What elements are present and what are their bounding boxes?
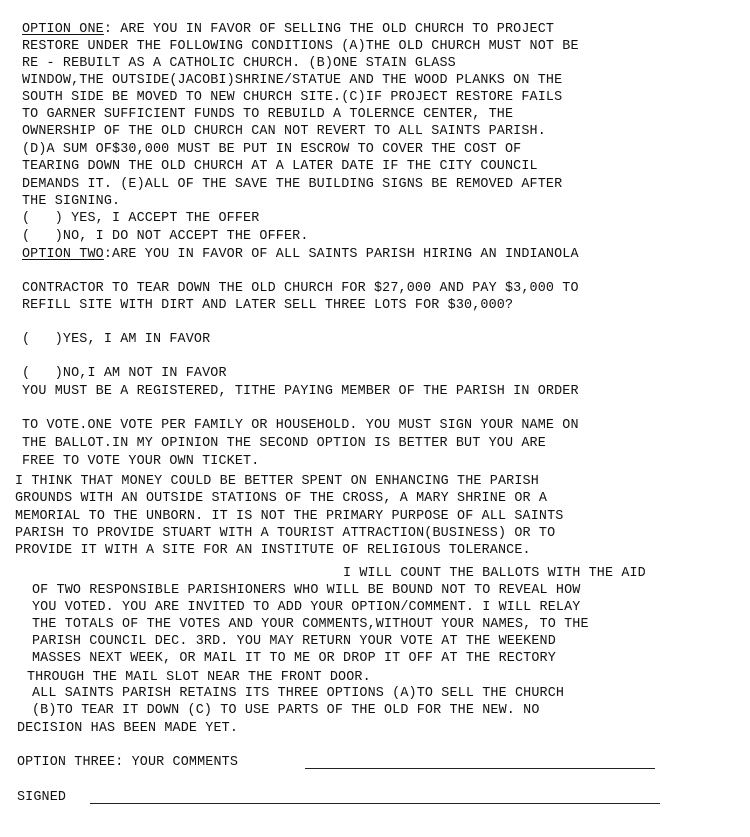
ballot-text: I THINK THAT MONEY COULD BE BETTER SPENT ON ENHANCING THE PARISH xyxy=(15,474,539,489)
signature-field-line[interactable] xyxy=(90,803,660,804)
eligibility-text-line xyxy=(22,436,546,452)
option-one-text-line xyxy=(22,39,579,55)
ballot-text: DEMANDS IT. (E)ALL OF THE SAVE THE BUILDING SIGNS BE REMOVED AFTER xyxy=(22,177,563,192)
ballot-text: TO VOTE.ONE VOTE PER FAMILY OR HOUSEHOLD. YOU MUST SIGN YOUR NAME ON xyxy=(22,418,579,433)
ballot-text: DECISION HAS BEEN MADE YET. xyxy=(17,721,239,736)
ballot-text: CONTRACTOR TO TEAR DOWN THE OLD CHURCH FOR $27,000 AND PAY $3,000 TO xyxy=(22,281,579,296)
ballot-text: (D)A SUM OF$30,000 MUST BE PUT IN ESCROW TO COVER THE COST OF xyxy=(22,142,522,157)
ballot-text: YOU VOTED. YOU ARE INVITED TO ADD YOUR OPTION/COMMENT. I WILL RELAY xyxy=(32,600,581,615)
ballot-text: OWNERSHIP OF THE OLD CHURCH CAN NOT REVERT TO ALL SAINTS PARISH. xyxy=(22,124,546,139)
ballot-text: ( )NO, I DO NOT ACCEPT THE OFFER. xyxy=(22,229,309,244)
ballot-text: ( )NO,I AM NOT IN FAVOR xyxy=(22,366,227,381)
eligibility-text-line xyxy=(22,418,579,434)
retains-options-text-line xyxy=(32,686,564,702)
ballot-text: ( )YES, I AM IN FAVOR xyxy=(22,332,211,347)
opinion-text-line xyxy=(15,509,563,525)
comments-field-line[interactable] xyxy=(305,768,655,769)
option-two-heading-line xyxy=(22,247,579,263)
opinion-text-line xyxy=(15,474,539,490)
option-one-yes-choice[interactable] xyxy=(22,211,259,227)
ballot-text: RESTORE UNDER THE FOLLOWING CONDITIONS (A)THE OLD CHURCH MUST NOT BE xyxy=(22,39,579,54)
option-one-text-line xyxy=(22,194,120,210)
ballot-text: SIGNED xyxy=(17,790,67,805)
counting-text-line xyxy=(27,670,371,686)
counting-text-line xyxy=(32,600,580,616)
eligibility-text-line xyxy=(22,384,579,400)
ballot-text: :ARE YOU IN FAVOR OF ALL SAINTS PARISH HIRING AN INDIANOLA xyxy=(103,247,579,262)
ballot-text: SOUTH SIDE BE MOVED TO NEW CHURCH SITE.(C)IF PROJECT RESTORE FAILS xyxy=(22,90,563,105)
ballot-text: FREE TO VOTE YOUR OWN TICKET. xyxy=(22,454,260,469)
ballot-text: THE TOTALS OF THE VOTES AND YOUR COMMENTS,WITHOUT YOUR NAMES, TO THE xyxy=(32,617,589,632)
option-one-text-line xyxy=(22,159,538,175)
option-one-text-line xyxy=(22,177,562,193)
ballot-text: MEMORIAL TO THE UNBORN. IT IS NOT THE PRIMARY PURPOSE OF ALL SAINTS xyxy=(15,509,564,524)
option-one-text-line xyxy=(22,124,546,140)
eligibility-text-line xyxy=(22,454,259,470)
option-three-comments-label xyxy=(17,755,238,771)
ballot-text: OPTION THREE: YOUR COMMENTS xyxy=(17,755,239,770)
option-two-text-line xyxy=(22,298,513,314)
opinion-text-line xyxy=(15,491,547,507)
underlined-heading-text: OPTION ONE xyxy=(22,22,104,37)
option-two-text-line xyxy=(22,281,579,297)
retains-options-text-line xyxy=(32,703,540,719)
ballot-text: OF TWO RESPONSIBLE PARISHIONERS WHO WILL BE BOUND NOT TO REVEAL HOW xyxy=(32,583,581,598)
ballot-text: YOU MUST BE A REGISTERED, TITHE PAYING MEMBER OF THE PARISH IN ORDER xyxy=(22,384,579,399)
ballot-text: GROUNDS WITH AN OUTSIDE STATIONS OF THE CROSS, A MARY SHRINE OR A xyxy=(15,491,548,506)
option-one-text-line xyxy=(22,142,521,158)
retains-options-text-line xyxy=(17,721,238,737)
ballot-text: ( ) YES, I ACCEPT THE OFFER xyxy=(22,211,260,226)
option-one-text-line xyxy=(22,56,456,72)
ballot-text: PARISH TO PROVIDE STUART WITH A TOURIST ATTRACTION(BUSINESS) OR TO xyxy=(15,526,556,541)
option-one-text-line xyxy=(22,107,513,123)
counting-text-line xyxy=(32,634,556,650)
option-one-no-choice[interactable] xyxy=(22,229,309,245)
counting-text-line xyxy=(32,651,556,667)
option-two-yes-choice[interactable] xyxy=(22,332,210,348)
ballot-text: TO GARNER SUFFICIENT FUNDS TO REBUILD A TOLERNCE CENTER, THE xyxy=(22,107,514,122)
counting-text-line xyxy=(343,566,646,582)
ballot-text: THROUGH THE MAIL SLOT NEAR THE FRONT DOOR. xyxy=(27,670,371,685)
opinion-text-line xyxy=(15,526,555,542)
ballot-text: : ARE YOU IN FAVOR OF SELLING THE OLD CHURCH TO PROJECT xyxy=(103,22,555,37)
underlined-heading-text: OPTION TWO xyxy=(22,247,104,262)
ballot-text: THE BALLOT.IN MY OPINION THE SECOND OPTION IS BETTER BUT YOU ARE xyxy=(22,436,546,451)
counting-text-line xyxy=(32,617,589,633)
ballot-text: PROVIDE IT WITH A SITE FOR AN INSTITUTE OF RELIGIOUS TOLERANCE. xyxy=(15,543,531,558)
signed-label xyxy=(17,790,66,806)
option-one-text-line xyxy=(22,73,562,89)
ballot-text: I WILL COUNT THE BALLOTS WITH THE AID xyxy=(343,566,646,581)
ballot-text: THE SIGNING. xyxy=(22,194,121,209)
ballot-text: WINDOW,THE OUTSIDE(JACOBI)SHRINE/STATUE AND THE WOOD PLANKS ON THE xyxy=(22,73,563,88)
ballot-text: ALL SAINTS PARISH RETAINS ITS THREE OPTIONS (A)TO SELL THE CHURCH xyxy=(32,686,565,701)
opinion-text-line xyxy=(15,543,531,559)
ballot-text: (B)TO TEAR IT DOWN (C) TO USE PARTS OF THE OLD FOR THE NEW. NO xyxy=(32,703,540,718)
ballot-text: REFILL SITE WITH DIRT AND LATER SELL THREE LOTS FOR $30,000? xyxy=(22,298,514,313)
ballot-text: TEARING DOWN THE OLD CHURCH AT A LATER DATE IF THE CITY COUNCIL xyxy=(22,159,538,174)
ballot-text: RE - REBUILT AS A CATHOLIC CHURCH. (B)ONE STAIN GLASS xyxy=(22,56,456,71)
ballot-text: PARISH COUNCIL DEC. 3RD. YOU MAY RETURN YOUR VOTE AT THE WEEKEND xyxy=(32,634,556,649)
ballot-text: MASSES NEXT WEEK, OR MAIL IT TO ME OR DROP IT OFF AT THE RECTORY xyxy=(32,651,556,666)
option-one-text-line xyxy=(22,90,562,106)
counting-text-line xyxy=(32,583,580,599)
option-two-no-choice[interactable] xyxy=(22,366,227,382)
option-one-heading-line xyxy=(22,22,554,38)
